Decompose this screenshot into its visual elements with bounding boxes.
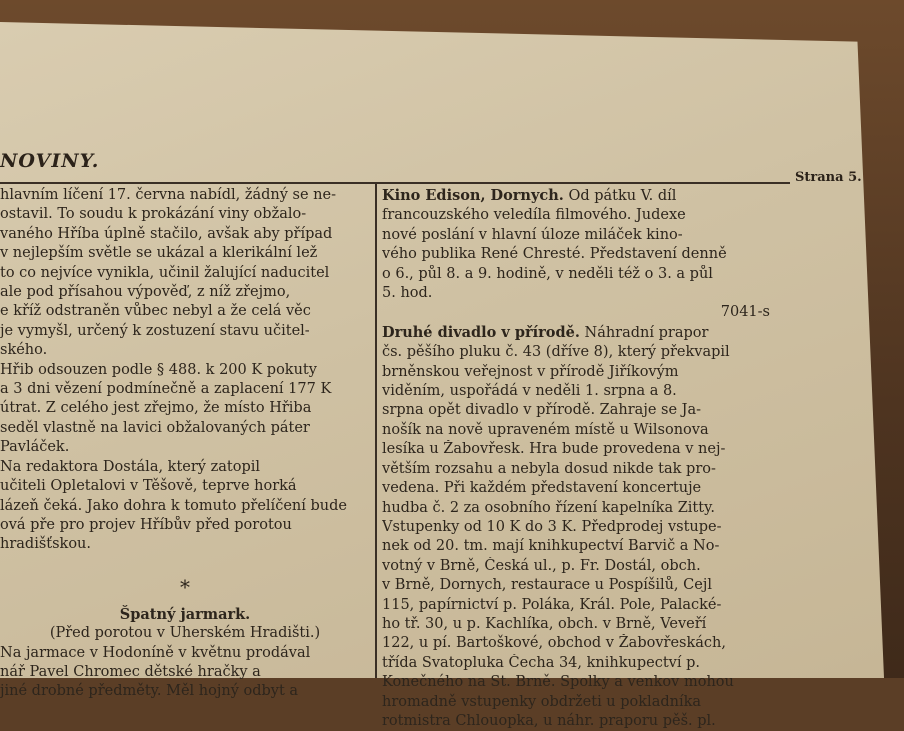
text-line: Pavláček.	[0, 439, 70, 456]
notice-title-rest: Od pátku V. díl	[568, 188, 677, 204]
text-line: nek od 20. tm. mají knihkupectví Barvič a No-	[382, 538, 720, 555]
text-line: Vstupenky od 10 K do 3 K. Předprodej vstupe-	[382, 518, 722, 535]
text-line: lesíka u Žabovřesk. Hra bude provedena v nej-	[382, 441, 726, 458]
text-line: Na jarmace v Hodoníně v květnu prodával	[0, 644, 311, 661]
paragraph	[0, 361, 370, 458]
text-line: nové poslání v hlavní úloze miláček kino-	[382, 226, 683, 243]
text-line	[382, 323, 782, 343]
text-line: v nejlepším světle se ukázal a klerikální lež	[0, 245, 318, 262]
text-line: Hřib odsouzen podle § 488. k 200 K pokuty	[0, 361, 317, 378]
article-subtitle: (Před porotou v Uherském Hradišti.)	[49, 625, 321, 642]
text-line: vého publika René Chresté. Představení denně	[382, 246, 727, 263]
text-line: ová pře pro projev Hříbův před porotou	[0, 516, 292, 533]
text-line: Na redaktora Dostála, který zatopil	[0, 458, 261, 475]
text-line: ostavil. To soudu k prokázání viny obžalo-	[0, 206, 307, 223]
text-line: větším rozsahu a nebyla dosud nikde tak pro-	[382, 460, 716, 477]
paragraph	[0, 458, 370, 555]
text-line: ale pod přísahou výpověď, z níž zřejmo,	[0, 284, 291, 301]
paragraph	[0, 186, 370, 361]
text-line: ho tř. 30, u p. Kachlíka, obch. v Brně, Veveří	[382, 615, 707, 632]
text-line: vedena. Při každém představení koncertuje	[382, 480, 702, 497]
column-rule	[375, 182, 377, 678]
masthead: NOVINY.	[0, 150, 100, 172]
text-line: viděním, uspořádá v neděli 1. srpna a 8.	[382, 383, 677, 400]
text-line: 5. hod.	[382, 285, 433, 302]
text-line: francouzského veledíla filmového. Judexe	[382, 207, 686, 224]
text-line: nošík na nově upraveném místě u Wilsonova	[382, 421, 709, 438]
text-line: Konečného na St. Brně. Spolky a venkov mohou	[382, 674, 734, 691]
text-line: ského.	[0, 342, 48, 359]
text-line: útrat. Z celého jest zřejmo, že místo Hřiba	[0, 400, 312, 417]
text-line: třída Svatopluka Čecha 34, knihkupectví p.	[382, 654, 700, 671]
text-line: votný v Brně, Česká ul., p. Fr. Dostál, obch.	[382, 557, 701, 574]
text-line: lázeň čeká. Jako dohra k tomuto přelíčení bude	[0, 497, 347, 514]
notice-divadlo	[382, 323, 782, 731]
text-line: a 3 dni vězení podmínečně a zaplacení 177 K	[0, 381, 332, 398]
page-number: Strana 5.	[795, 170, 862, 185]
notice-title: Kino Edison, Dornych.	[382, 187, 564, 204]
text-line: 115, papírnictví p. Poláka, Král. Pole, Palacké-	[382, 596, 722, 613]
text-line: rotmistra Chlouopka, u náhr. praporu pěš. pl.	[382, 712, 716, 729]
text-line: čs. pěšího pluku č. 43 (dříve 8), který překvapil	[382, 344, 730, 361]
text-line: v Brně, Dornych, restaurace u Pospíšilů, Cejl	[382, 577, 712, 594]
text-line: to co nejvíce vynikla, učinil žalující naducitel	[0, 264, 330, 281]
notice-signature: 7041-s	[720, 304, 770, 321]
section-separator: *	[180, 574, 190, 599]
text-line	[382, 186, 782, 206]
text-line: e kříž odstraněn vůbec nebyl a že celá věc	[0, 303, 311, 320]
text-line: hlavním líčení 17. června nabídl, žádný se ne-	[0, 187, 336, 203]
text-line: nář Pavel Chromec dětské hračky a	[0, 663, 261, 680]
text-line: seděl vlastně na lavici obžalovaných páter	[0, 419, 310, 436]
text-line: učiteli Opletalovi v Těšově, teprve horká	[0, 478, 297, 495]
header-rule	[0, 182, 790, 184]
text-line: hudba č. 2 za osobního řízení kapelníka Zitty.	[382, 499, 715, 516]
notice-title: Druhé divadlo v přírodě.	[382, 323, 580, 341]
text-line: 122, u pí. Bartoškové, obchod v Žabovřeskách,	[382, 635, 726, 652]
notice-kino	[382, 186, 782, 323]
left-column	[0, 186, 370, 702]
text-line: je vymyšl, určený k zostuzení stavu učitel-	[0, 322, 310, 339]
right-column	[382, 186, 782, 731]
text-line: vaného Hříba úplně stačilo, avšak aby případ	[0, 225, 333, 242]
text-line: hromadně vstupenky obdržeti u pokladníka	[382, 693, 702, 710]
article-title: Špatný jarmark.	[119, 605, 251, 623]
notice-title-rest: Náhradní prapor	[584, 324, 709, 341]
text-line: hradišťskou.	[0, 536, 92, 553]
text-line: o 6., půl 8. a 9. hodině, v neděli též o 3. a půl	[382, 265, 713, 282]
paragraph	[0, 644, 370, 702]
text-line: srpna opět divadlo v přírodě. Zahraje se Ja-	[382, 402, 701, 419]
text-line: brněnskou veřejnost v přírodě Jiříkovým	[382, 363, 679, 380]
text-line: jiné drobné předměty. Měl hojný odbyt a	[0, 683, 299, 700]
